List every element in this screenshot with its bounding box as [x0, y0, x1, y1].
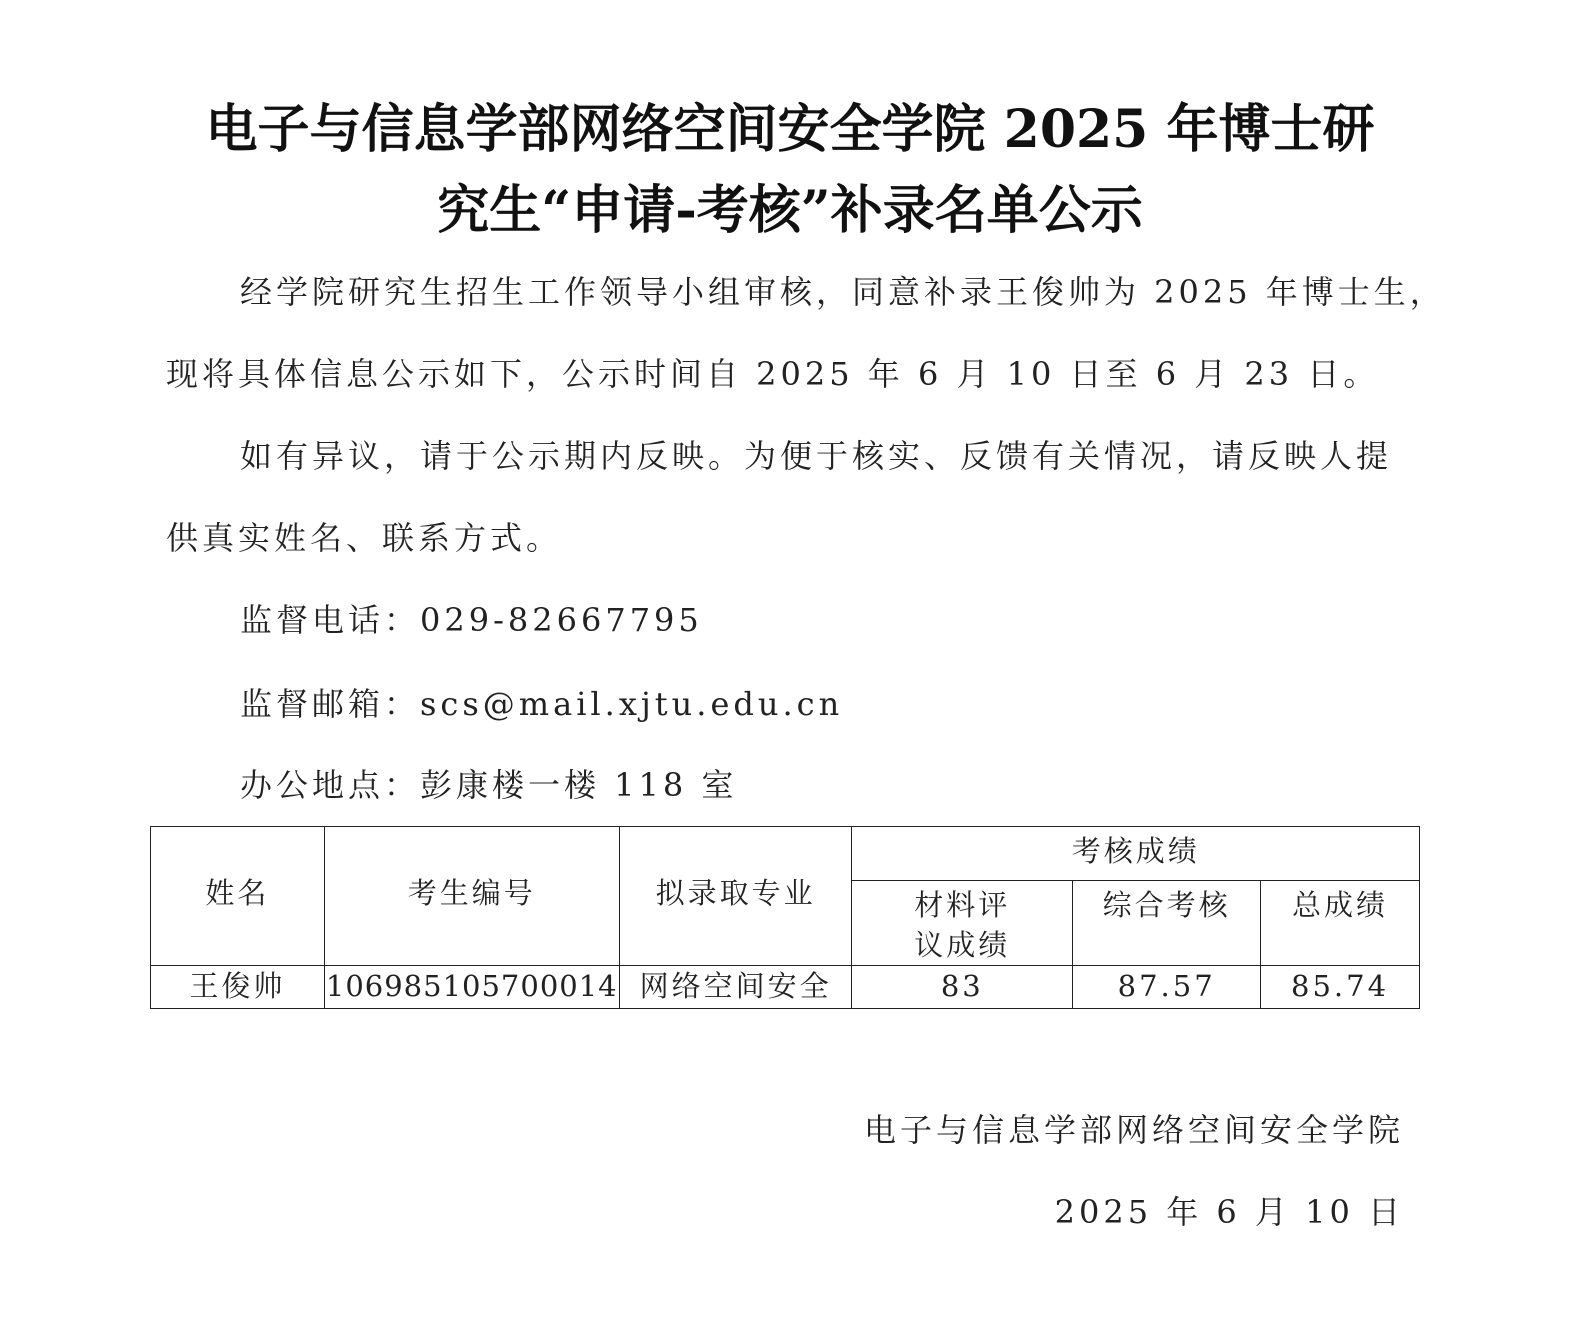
paragraph-1-line-1: 经学院研究生招生工作领导小组审核，同意补录王俊帅为 2025 年博士生， [240, 273, 1446, 311]
signature-org: 电子与信息学部网络空间安全学院 [863, 1111, 1404, 1149]
cell-major: 网络空间安全 [619, 966, 852, 1009]
cell-name: 王俊帅 [151, 966, 325, 1009]
cell-comprehensive: 87.57 [1073, 966, 1261, 1009]
title-line-2: 究生“申请-考核”补录名单公示 [437, 180, 1143, 241]
header-total: 总成绩 [1261, 881, 1420, 966]
title-line-1: 电子与信息学部网络空间安全学院 2025 年博士研 [205, 99, 1375, 160]
admission-table [150, 826, 1420, 1009]
header-material: 材料评议成绩 [914, 888, 1011, 962]
header-exam-id: 考生编号 [324, 827, 619, 966]
office-location: 办公地点：彭康楼一楼 118 室 [240, 766, 738, 804]
supervision-phone: 监督电话：029-82667795 [240, 601, 703, 639]
header-material-cell [852, 881, 1073, 966]
cell-material: 83 [852, 966, 1073, 1009]
header-name: 姓名 [151, 827, 325, 966]
header-score-group: 考核成绩 [852, 827, 1420, 881]
cell-total: 85.74 [1261, 966, 1420, 1009]
header-major: 拟录取专业 [619, 827, 852, 966]
signature-date: 2025 年 6 月 10 日 [1054, 1193, 1404, 1231]
cell-exam-id: 106985105700014 [324, 966, 619, 1009]
header-comprehensive: 综合考核 [1073, 881, 1261, 966]
table-row [151, 966, 1420, 1009]
paragraph-2-line-2: 供真实姓名、联系方式。 [166, 519, 563, 557]
supervision-email: 监督邮箱：scs@mail.xjtu.edu.cn [240, 685, 844, 723]
paragraph-1-line-2: 现将具体信息公示如下，公示时间自 2025 年 6 月 10 日至 6 月 23 日。 [166, 355, 1380, 393]
paragraph-2-line-1: 如有异议，请于公示期内反映。为便于核实、反馈有关情况，请反映人提 [240, 437, 1393, 475]
